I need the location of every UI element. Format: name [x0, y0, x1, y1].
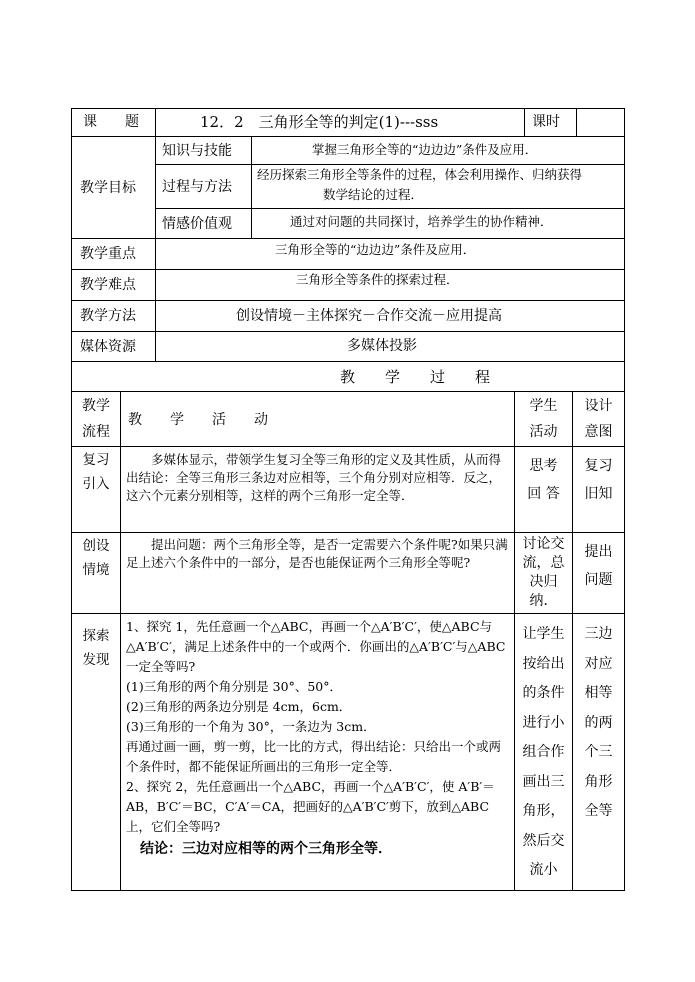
header-design — [573, 393, 624, 445]
section-review-design-line2: 旧知 — [584, 486, 613, 502]
section-scenario-student-line4: 纳． — [529, 593, 558, 609]
objective-name-process: 过程与方法 — [162, 179, 232, 195]
objective-name-emotion: 情感价值观 — [162, 216, 232, 232]
section-scenario-student-line2: 流，总 — [522, 555, 565, 571]
section-review-student-line2: 回 答 — [527, 486, 560, 502]
header-design-line1: 设计 — [584, 398, 613, 414]
section-explore-design-line5: 个三 — [584, 744, 613, 760]
period-label: 课时 — [532, 114, 560, 130]
section-explore-student-line1: 让学生 — [522, 626, 565, 642]
process-title: 教 学 过 程 — [340, 368, 491, 386]
section-explore-design-line3: 相等 — [584, 685, 613, 701]
section-scenario-flow-line2: 情境 — [82, 562, 110, 578]
section-scenario-design — [573, 538, 624, 594]
section-explore-student-line8: 然后交 — [522, 832, 565, 849]
section-explore-design-line6: 角形 — [584, 773, 613, 790]
section-review-student-line1: 思考 — [529, 458, 558, 474]
section-explore-design-line1: 三边 — [584, 626, 613, 642]
header-activity: 教 学 活 动 — [128, 412, 268, 428]
method-label: 教学方法 — [80, 308, 136, 324]
objectives-label: 教学目标 — [80, 180, 136, 196]
section-scenario-student — [515, 535, 572, 611]
section-scenario-flow-line1: 创设 — [82, 538, 110, 554]
section-explore-student-line7: 角形， — [522, 803, 565, 819]
header-design-line2: 意图 — [584, 424, 613, 440]
section-review-paragraph: 多媒体显示，带领学生复习全等三角形的定义及其性质，从而得出结论：全等三角形三条边对应相等，三个角分别对应相等．反之，这六个元素分别相等，这样的两个三角形一定全等． — [126, 452, 502, 503]
section-explore-paragraph-5: 再通过画一画，剪一剪，比一比的方式，得出结论：只给出一个或两个条件时，都不能保证所画出的三角形一定全等． — [126, 739, 502, 774]
section-review-flow — [72, 448, 120, 496]
section-scenario-design-line2: 问题 — [584, 572, 613, 588]
header-student-line2: 活动 — [529, 424, 558, 440]
objective-content-knowledge: 掌握三角形全等的“边边边”条件及应用． — [312, 142, 538, 157]
media-label: 媒体资源 — [80, 339, 136, 355]
section-explore-conclusion: 结论：三边对应相等的两个三角形全等． — [126, 841, 392, 857]
key-points-label: 教学重点 — [80, 246, 136, 262]
header-flow-line2: 流程 — [82, 424, 110, 440]
lesson-title: 12．2 三角形全等的判定(1)---sss — [200, 113, 439, 131]
section-scenario-text — [126, 536, 509, 572]
media-content: 多媒体投影 — [347, 338, 417, 354]
section-review-flow-line2: 引入 — [82, 476, 110, 492]
section-explore-student-line4: 进行小 — [522, 714, 565, 731]
section-explore-student — [515, 620, 572, 886]
section-scenario-design-line1: 提出 — [584, 544, 613, 560]
section-explore-paragraph-4: (3)三角形的一个角为 30°，一条边为 3cm． — [126, 719, 376, 734]
section-explore-paragraph-3: (2)三角形的两条边分别是 4cm，6cm． — [126, 699, 352, 714]
section-explore-design-line2: 对应 — [584, 655, 613, 672]
section-review-text — [126, 451, 509, 505]
section-review-student — [515, 452, 572, 508]
difficulty-content: 三角形全等条件的探索过程． — [296, 272, 459, 287]
section-explore-flow — [72, 624, 120, 672]
objective-name-knowledge: 知识与技能 — [162, 143, 232, 159]
header-flow-line1: 教学 — [82, 398, 110, 414]
section-explore-paragraph-1: 1、探究 1，先任意画一个△ABC，再画一个△A′B′C′，使△ABC与△A′B′C′，满足上述条件中的一个或两个．你画出的△A′B′C′与△ABC一定全等吗? — [126, 619, 506, 674]
header-flow — [72, 393, 120, 445]
section-scenario-flow — [72, 534, 120, 582]
difficulty-label: 教学难点 — [80, 277, 136, 293]
method-content: 创设情境－主体探究－合作交流－应用提高 — [236, 308, 502, 324]
section-review-flow-line1: 复习 — [82, 452, 110, 468]
section-explore-design-line7: 全等 — [584, 803, 613, 819]
section-explore-flow-line1: 探索 — [82, 628, 110, 644]
header-student — [515, 393, 572, 445]
section-explore-design-line4: 的两 — [584, 714, 613, 731]
objective-content-emotion: 通过对问题的共同探讨，培养学生的协作精神． — [290, 214, 553, 229]
section-explore-paragraph-2: (1)三角形的两个角分别是 30°、50°． — [126, 679, 342, 694]
section-explore-text — [126, 617, 509, 859]
section-review-design — [573, 452, 624, 508]
subject-label: 课 题 — [83, 114, 139, 130]
section-explore-flow-line2: 发现 — [82, 652, 110, 668]
section-scenario-student-line1: 讨论交 — [522, 536, 565, 552]
section-explore-student-line3: 的条件 — [522, 685, 565, 701]
section-scenario-student-line3: 决归 — [529, 574, 558, 590]
section-explore-student-line9: 流小 — [529, 862, 558, 878]
key-points-content: 三角形全等的“边边边”条件及应用． — [275, 242, 476, 257]
section-review-design-line1: 复习 — [584, 458, 613, 474]
header-student-line1: 学生 — [529, 398, 558, 414]
objective-content-process-line2: 数学结论的过程． — [323, 187, 424, 202]
section-explore-student-line6: 画出三 — [522, 773, 565, 790]
objective-content-process-line1: 经历探索三角形全等条件的过程，体会利用操作、归纳获得 — [257, 167, 583, 182]
section-explore-student-line5: 组合作 — [522, 744, 565, 760]
section-explore-student-line2: 按给出 — [522, 655, 565, 672]
section-scenario-paragraph: 提出问题：两个三角形全等，是否一定需要六个条件呢?如果只满足上述六个条件中的一部分，是否也能保证两个三角形全等呢? — [126, 537, 508, 570]
section-explore-design — [573, 620, 624, 827]
section-explore-paragraph-6: 2、探究 2，先任意画出一个△ABC，再画一个△A′B′C′，使 A′B′＝AB，B′C′＝BC，C′A′＝CA，把画好的△A′B′C′剪下，放到△ABC上，它们全等吗? — [126, 779, 495, 834]
